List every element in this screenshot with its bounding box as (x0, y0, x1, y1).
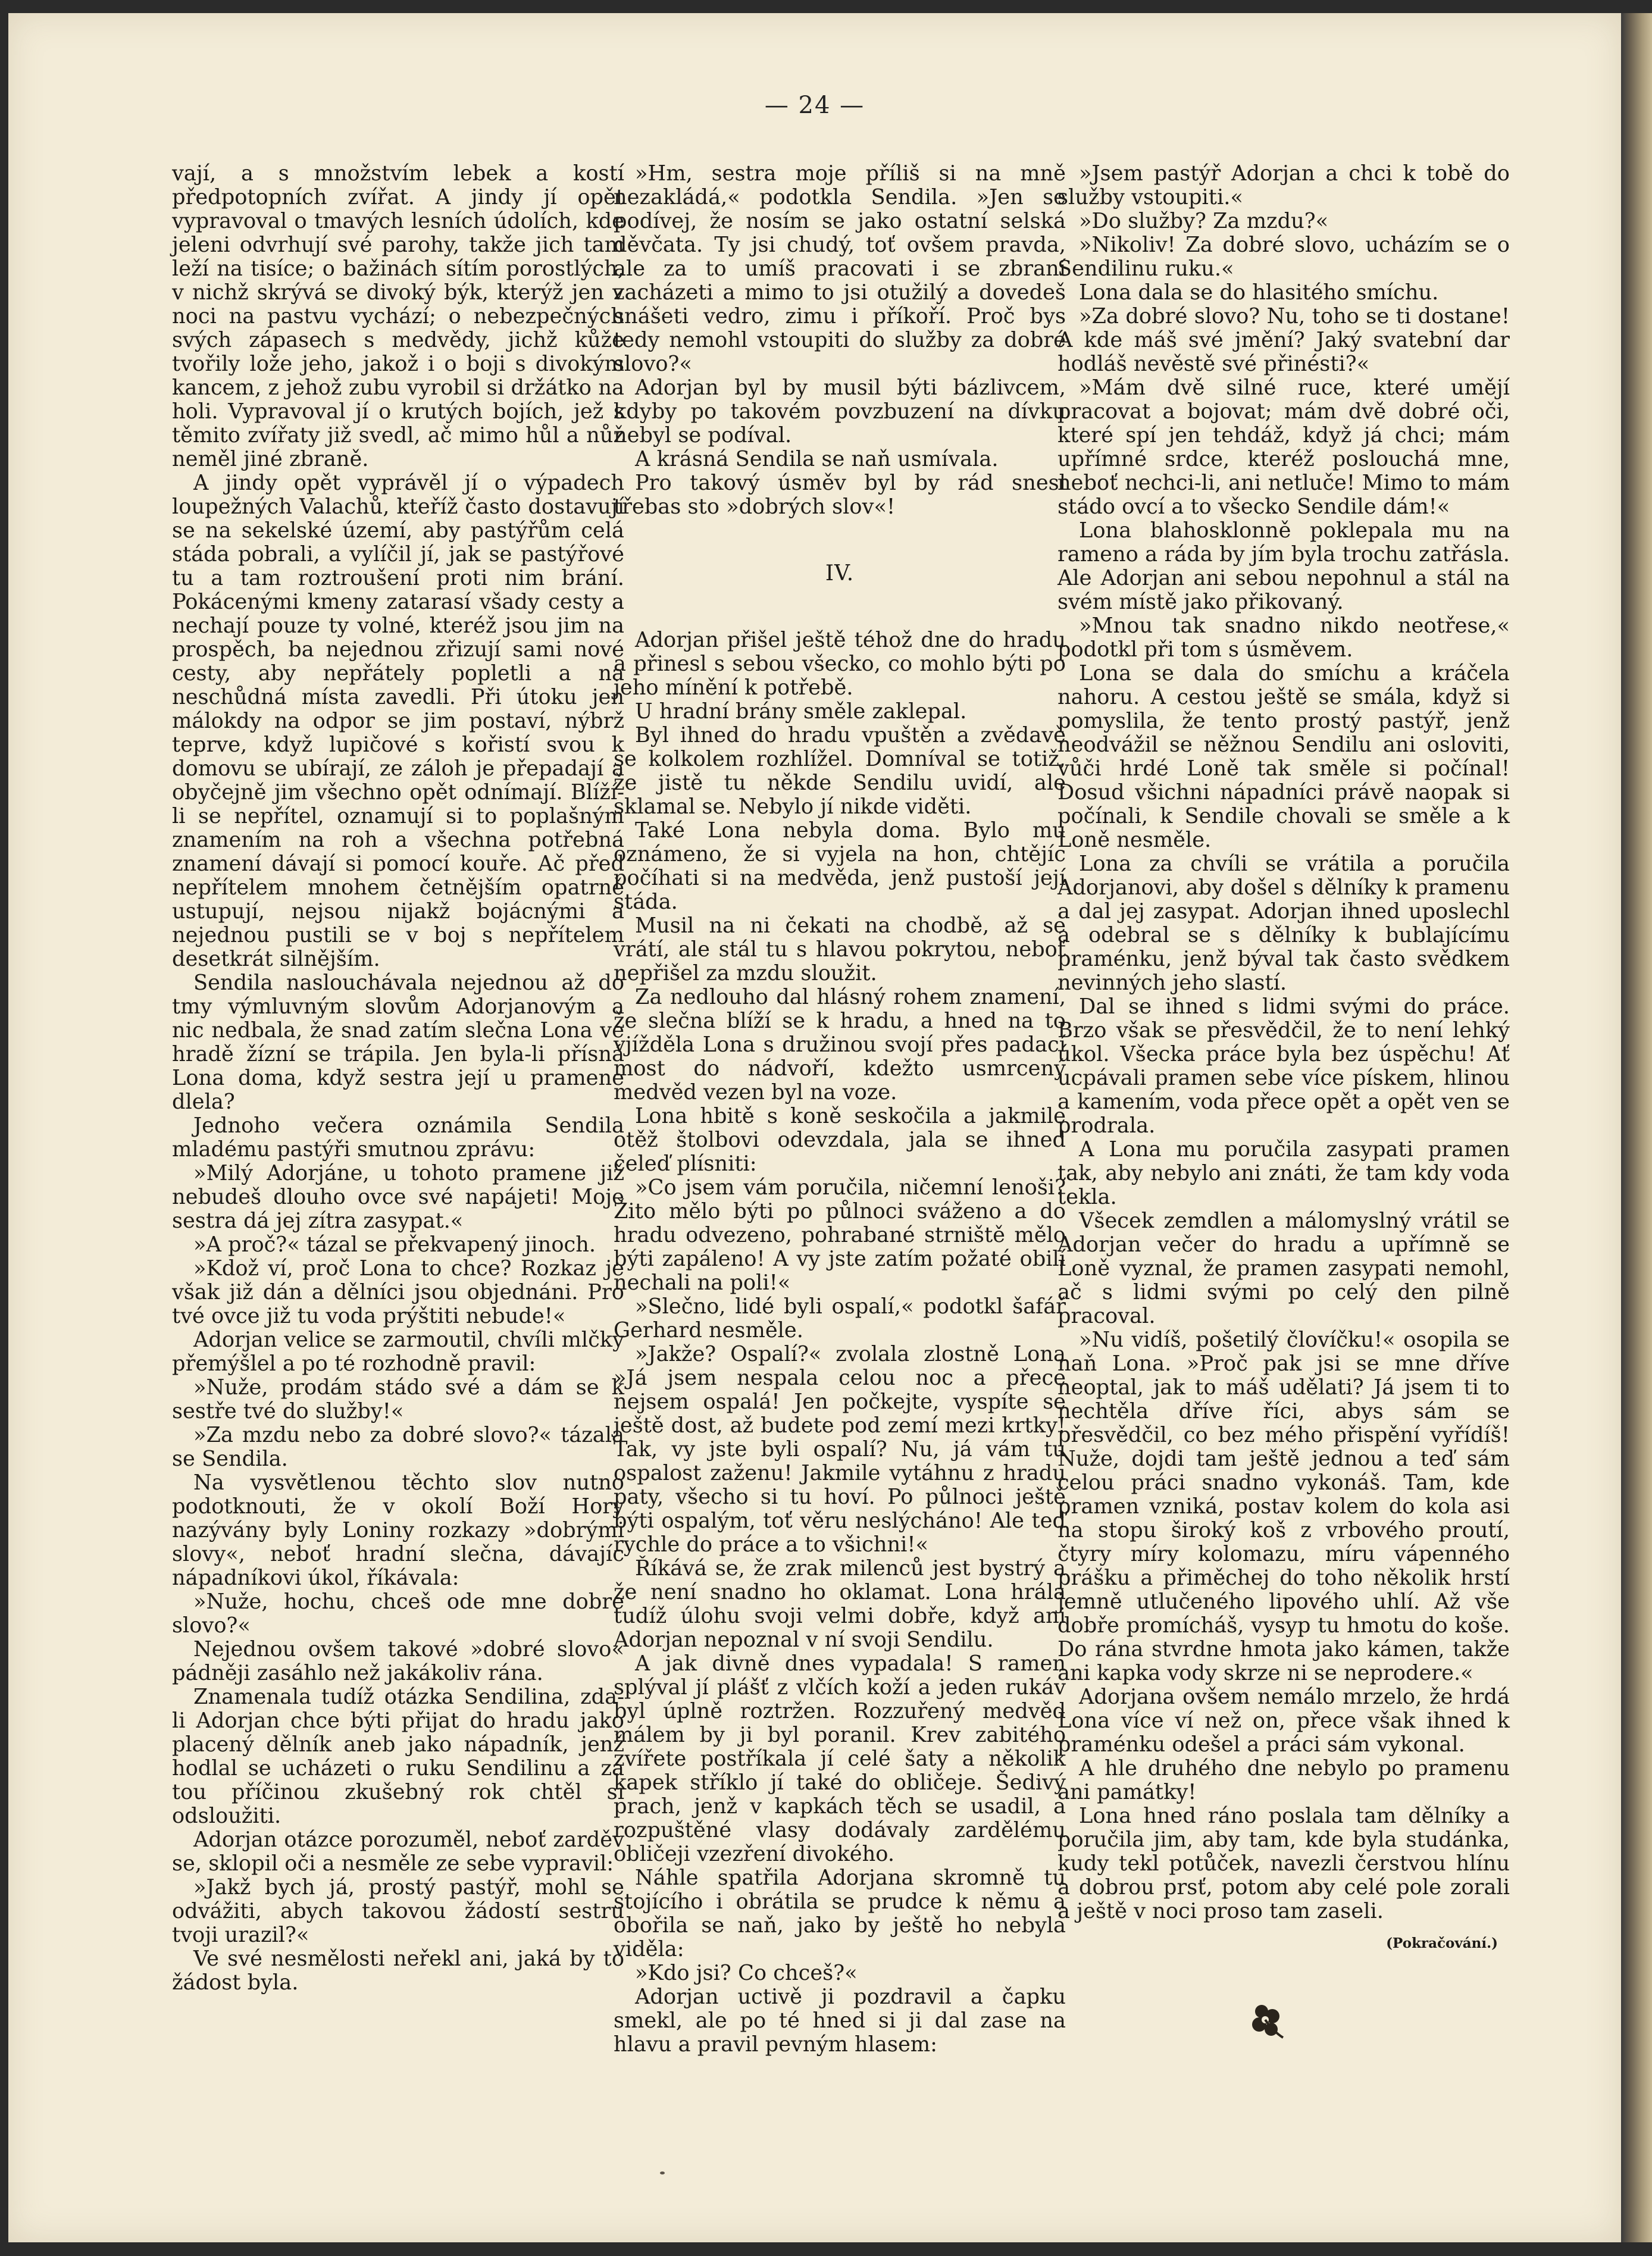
paragraph: A hle druhého dne nebylo po pramenu ani památky! (1057, 1756, 1510, 1804)
paragraph: Adorjan byl by musil býti bázlivcem, kdyby po takovém povzbuzení na dívku nebyl se podíval. (614, 376, 1066, 448)
paragraph: Lona blahosklonně poklepala mu na rameno a ráda by jím byla trochu zatřásla. Ale Adorjan ani sebou nepohnul a stál na svém místě jako přikovaný. (1057, 518, 1510, 614)
paragraph: »A proč?« tázal se překvapený jinoch. (193, 1232, 596, 1257)
text-column-3 (1057, 162, 1510, 1955)
paragraph: Musil na ni čekati na chodbě, až se vrátí, ale stál tu s hlavou pokrytou, neboť nepřišel za mzdu sloužit. (614, 913, 1066, 985)
paragraph: Adorjana ovšem nemálo mrzelo, že hrdá Lona více ví než on, přece však ihned k praménku odešel a práci sám vykonal. (1057, 1685, 1510, 1757)
paragraph: »Kdož ví, proč Lona to chce? Rozkaz je však již dán a dělníci jsou objednáni. Pro tvé ovce již tu voda prýštiti nebude!« (172, 1256, 624, 1328)
paragraph: »Jakže? Ospalí?« zvolala zlostně Lona »Já jsem nespala celou noc a přece nejsem ospalá! Jen počkejte, vyspíte se ještě dost, až budete pod zemí mezi krtky! Tak, vy jste byli ospalí? Nu, já vám tu ospalost zaženu! Jakmile vytáhnu z hradu paty, všecho si tu hoví. Po půlnoci ještě býti ospalým, toť věru neslýcháno! Ale teď rychle do práce a to všichni!« (614, 1342, 1066, 1557)
paragraph: »Za dobré slovo? Nu, toho se ti dostane! A kde máš své jmění? Jaký svatební dar hodláš nevěstě své přinésti?« (1057, 304, 1510, 376)
paragraph: »Mnou tak snadno nikdo neotřese,« podotkl při tom s úsměvem. (1057, 614, 1510, 662)
paragraph: »Za mzdu nebo za dobré slovo?« tázala se Sendila. (172, 1423, 624, 1471)
paragraph: A jindy opět vyprávěl jí o výpadech loupežných Valachů, kteříž často dostavují se na sekelské území, aby pastýřům celá stáda pobrali, a vylíčil jí, jak se pastýřové tu a tam roztroušení proti nim brání. Pokácenými kmeny zatarasí všady cesty a nechají pouze ty volné, kteréž jsou jim na prospěch, ba nejednou zřizují sami nové cesty, aby nepřátely popletli a na neschůdná místa zavedli. Při útoku jen málokdy na odpor se jim postaví, nýbrž teprve, když lupičové s kořistí svou k domovu se ubírají, ze záloh je přepadají a obyčejně jim všechno opět odnímají. Blíží-li se nepřítel, oznamují si to poplašným znamením na roh a všechna potřebná znamení dávají si pomocí kouře. Ač před nepřítelem mnohem četnějším opatrně ustupují, nejsou nijakž bojácnými a nejednou pustili se v boj s nepřítelem desetkrát silnějším. (172, 471, 624, 971)
paragraph: Adorjan velice se zarmoutil, chvíli mlčky přemýšlel a po té rozhodně pravil: (172, 1328, 624, 1376)
paragraph: Pro takový úsměv byl by rád snesl třebas sto »dobrých slov«! (614, 471, 1066, 519)
chapter-heading: IV. (825, 561, 855, 586)
paragraph: Náhle spatřila Adorjana skromně tu stojícího i obrátila se prudce k němu a obořila se naň, jako by ještě ho nebyla viděla: (614, 1866, 1066, 1961)
newspaper-page (8, 13, 1621, 2242)
paragraph: »Jakž bych já, prostý pastýř, mohl se odvážiti, abych takovou žádostí sestru tvoji urazil?« (172, 1875, 624, 1947)
page-binding-edge (1621, 13, 1652, 2242)
column-2-intro (614, 162, 1066, 519)
floral-ornament-icon (1247, 2001, 1287, 2040)
paragraph: Lona hned ráno poslala tam dělníky a poručila jim, aby tam, kde byla studánka, kudy tekl potůček, navezli čerstvou hlínu a dobrou prsť, potom aby celé pole zorali a ještě v noci proso tam zaseli. (1057, 1804, 1510, 1923)
paragraph: Jednoho večera oznámila Sendila mladému pastýři smutnou zprávu: (172, 1113, 624, 1162)
paragraph: Ve své nesmělosti neřekl ani, jaká by to žádost byla. (172, 1947, 624, 1995)
page-number: — 24 — (764, 92, 865, 119)
continued-note: (Pokračování.) (1386, 1935, 1498, 1951)
paragraph: Lona se dala do smíchu a kráčela nahoru. A cestou ještě se smála, když si pomyslila, že tento prostý pastýř, jenž neodvážil se něžnou Sendilu ani osloviti, vůči hrdé Loně tak směle si počínal! Dosud všichni nápadníci právě naopak si počínali, k Sendile chovali se směle a k Loně nesměle. (1057, 661, 1510, 852)
paragraph: »Nuže, hochu, chceš ode mne dobré slovo?« (172, 1589, 624, 1638)
text-column-2 (614, 162, 1066, 2057)
paragraph: »Kdo jsi? Co chceš?« (635, 1961, 858, 1985)
paragraph: A krásná Sendila se naň usmívala. (635, 447, 999, 471)
paragraph: U hradní brány směle zaklepal. (635, 699, 967, 724)
paragraph: Lona za chvíli se vrátila a poručila Adorjanovi, aby došel s dělníky k pramenu a dal jej zasypat. Adorjan ihned uposlechl a odebral se s dělníky k bublajícímu praménku, jenž býval tak často svědkem nevinných jeho slastí. (1057, 852, 1510, 995)
paragraph: »Do služby? Za mzdu?« (1079, 209, 1329, 233)
paragraph: Lona dala se do hlasitého smíchu. (1079, 280, 1439, 305)
paragraph: »Hm, sestra moje příliš si na mně nezakládá,« podotkla Sendila. »Jen se podívej, že nosím se jako ostatní selská děvčata. Ty jsi chudý, toť ovšem pravda, ale za to umíš pracovati i se zbraní zacházeti a mimo to jsi otužilý a dovedeš snášeti vedro, zimu i příkoří. Proč bys tedy nemohl vstoupiti do služby za dobré slovo?« (614, 161, 1066, 376)
paragraph: Na vysvětlenou těchto slov nutno podotknouti, že v okolí Boží Hory nazývány byly Loniny rozkazy »dobrými slovy«, neboť hradní slečna, dávajíc nápadníkovi úkol, říkávala: (172, 1470, 624, 1590)
text-column-1 (172, 162, 624, 1995)
paragraph: Znamenala tudíž otázka Sendilina, zda-li Adorjan chce býti přijat do hradu jako placený dělník aneb jako nápadník, jenž hodlal se ucházeti o ruku Sendilinu a za tou příčinou zkušebný rok chtěl si odsloužiti. (172, 1685, 624, 1828)
paragraph: Byl ihned do hradu vpuštěn a zvědavě se kolkolem rozhlížel. Domníval se totiž, že jistě tu někde Sendilu uvidí, ale sklamal se. Nebylo jí nikde viděti. (614, 723, 1066, 819)
paragraph: Také Lona nebyla doma. Bylo mu oznámeno, že si vyjela na hon, chtějíc počíhati si na medvěda, jenž pustoší její stáda. (614, 818, 1066, 914)
ink-speck (660, 2171, 665, 2174)
paragraph: »Nu vidíš, pošetilý človíčku!« osopila se naň Lona. »Proč pak jsi se mne dříve neoptal, jak to máš udělati? Já jsem ti to nechtěla dříve říci, abys sám se přesvědčil, co bez mého přispění vyřídíš! Nuže, dojdi tam ještě jednou a teď sám celou práci snadno vykonáš. Tam, kde pramen vzniká, postav kolem do kola asi na stopu široký koš z vrbového proutí, čtyry míry kolomazu, míru vápenného prášku a přiměchej do toho několik hrstí jemně utlučeného lipového uhlí. Až vše dobře promícháš, vysyp tu hmotu do koše. Do rána stvrdne hmota jako kámen, takže ani kapka vody skrze ni se neprodere.« (1057, 1328, 1510, 1685)
paragraph: Všecek zemdlen a málomyslný vrátil se Adorjan večer do hradu a upřímně se Loně vyznal, že pramen zasypati nemohl, ač s lidmi svými po celý den pilně pracoval. (1057, 1209, 1510, 1328)
paragraph: »Nuže, prodám stádo své a dám se k sestře tvé do služby!« (172, 1375, 624, 1423)
paragraph: A jak divně dnes vypadala! S ramen splýval jí plášť z vlčích koží a jeden rukáv byl úplně roztržen. Rozzuřený medvěd málem by ji byl poranil. Krev zabitého zvířete postříkala jí celé šaty a několik kapek stříklo jí také do obličeje. Šedivý prach, jenž v kapkách těch se usadil, a rozpuštěné vlasy dodávaly zardělému obličeji vzezření divokého. (614, 1651, 1066, 1866)
paragraph: »Jsem pastýř Adorjan a chci k tobě do služby vstoupiti.« (1057, 161, 1510, 209)
paragraph: »Milý Adorjáne, u tohoto pramene již nebudeš dlouho ovce své napájeti! Moje sestra dá jej zítra zasypat.« (172, 1161, 624, 1233)
paragraph: Lona hbitě s koně seskočila a jakmile otěž štolbovi odevzdala, jala se ihned čeleď plísniti: (614, 1104, 1066, 1176)
paragraph: »Co jsem vám poručila, ničemní lenoši? Žito mělo býti po půlnoci sváženo a do hradu odvezeno, pohrabané strniště mělo býti zapáleno! A vy jste zatím požaté obilí nechali na poli!« (614, 1175, 1066, 1295)
paragraph: Říkává se, že zrak milenců jest bystrý a že není snadno ho oklamat. Lona hrála tudíž úlohu svoji velmi dobře, když ani Adorjan nepoznal v ní svoji Sendilu. (614, 1556, 1066, 1652)
column-2-chapter-text (614, 628, 1066, 2057)
paragraph: Za nedlouho dal hlásný rohem znamení, že slečna blíží se k hradu, a hned na to vjížděla Lona s družinou svojí přes padací most do nádvoří, kdežto usmrcený medvěd vezen byl na voze. (614, 985, 1066, 1104)
paragraph: Adorjan otázce porozuměl, neboť zarděv se, sklopil oči a nesměle ze sebe vypravil: (172, 1828, 624, 1876)
paragraph: »Mám dvě silné ruce, které umějí pracovat a bojovat; mám dvě dobré oči, které spí jen tehdáž, když já chci; mám upřímné srdce, kteréž poslouchá mne, neboť nechci-li, ani netluče! Mimo to mám stádo ovcí a to všecko Sendile dám!« (1057, 376, 1510, 519)
column-3-text (1057, 162, 1510, 1923)
paragraph: Adorjan uctivě ji pozdravil a čapku smekl, ale po té hned si ji dal zase na hlavu a pravil pevným hlasem: (614, 1985, 1066, 2057)
paragraph: Sendila naslouchávala nejednou až do tmy výmluvným slovům Adorjanovým a nic nedbala, že snad zatím slečna Lona ve hradě žízní se trápila. Jen byla-li přísná Lona doma, když sestra její u pramene dlela? (172, 971, 624, 1114)
paragraph: Nejednou ovšem takové »dobré slovo« pádněji zasáhlo než jakákoliv rána. (172, 1637, 624, 1685)
paragraph: Dal se ihned s lidmi svými do práce. Brzo však se přesvědčil, že to není lehký úkol. Všecka práce byla bez úspěchu! Ať ucpávali pramen sebe více pískem, hlinou a kamením, voda přece opět a opět ven se prodrala. (1057, 994, 1510, 1138)
paragraph: vají, a s množstvím lebek a kostí předpotopních zvířat. A jindy jí opět vypravoval o tmavých lesních údolích, kde jeleni odvrhují své parohy, takže jich tam leží na tisíce; o bažinách sítím porostlých, v nichž skrývá se divoký býk, kterýž jen v noci na pastvu vychází; o nebezpečných svých zápasech s medvědy, jichž kůže tvořily lože jeho, jakož i o boji s divokým kancem, z jehož zubu vyrobil si držátko na holi. Vypravoval jí o krutých bojích, jež s těmito zvířaty již svedl, ač mimo hůl a nůž neměl jiné zbraně. (172, 161, 624, 471)
paragraph: »Slečno, lidé byli ospalí,« podotkl šafář Gerhard nesměle. (614, 1294, 1066, 1343)
paragraph: Adorjan přišel ještě téhož dne do hradu a přinesl s sebou všecko, co mohlo býti po jeho mínění k potřebě. (614, 628, 1066, 700)
paragraph: A Lona mu poručila zasypati pramen tak, aby nebylo ani znáti, že tam kdy voda tekla. (1057, 1137, 1510, 1209)
paragraph: »Nikoliv! Za dobré slovo, ucházím se o Sendilinu ruku.« (1057, 233, 1510, 281)
